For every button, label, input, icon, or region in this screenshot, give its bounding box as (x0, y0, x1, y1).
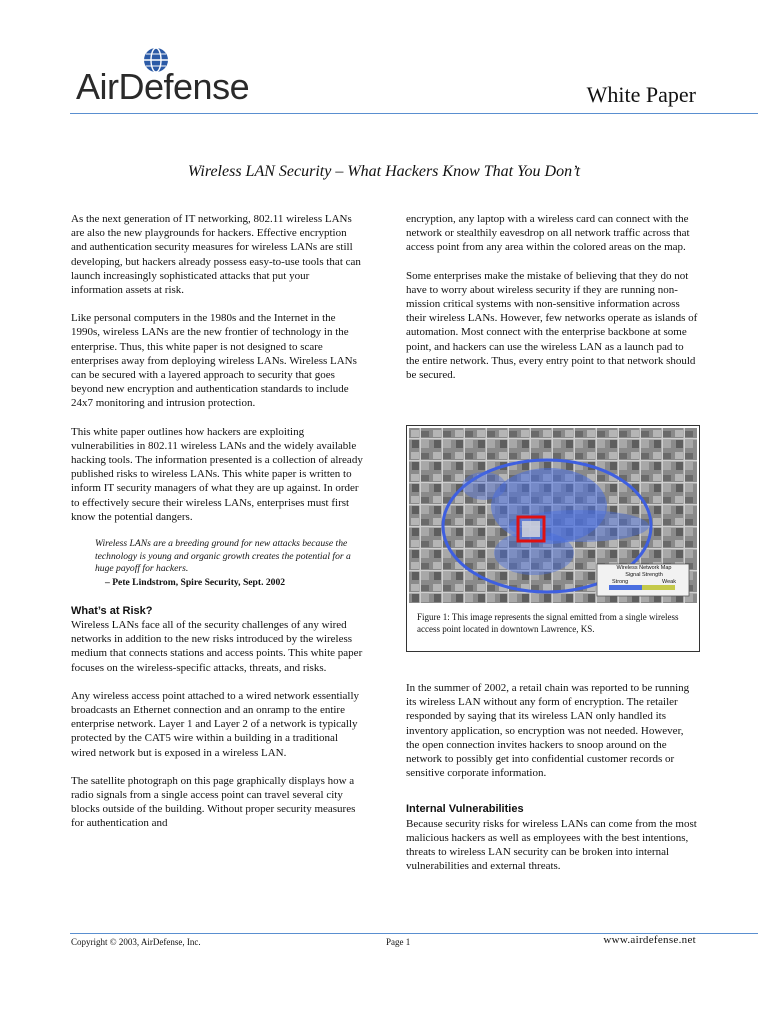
map-legend-subtitle: Signal Strength (625, 572, 663, 578)
document-title: Wireless LAN Security – What Hackers Know That You Don’t (187, 163, 581, 180)
paragraph: Because security risks for wireless LANs can come from the most malicious hackers as well as employees with the best intentions, threats to wireless LAN security can be broken into internal vulnerabilities and external threats. (406, 817, 697, 873)
left-column (71, 212, 363, 845)
paragraph: Like personal computers in the 1980s and the Internet in the 1990s, wireless LANs are the new frontier of technology in the enterprise. Thus, this white paper is not designed to scare enterprises away from deploying wireless LANs. Wireless LANs can be secured with a layered approach to security that goes beyond new encryption and authentication standards to include 24x7 monitoring and intrusion protection. (71, 312, 357, 410)
website-link[interactable]: www.airdefense.net (603, 934, 696, 946)
header-rule (70, 113, 758, 114)
map-legend-weak: Weak (662, 579, 676, 585)
document-type: White Paper (586, 82, 696, 107)
right-column-lower (406, 681, 698, 887)
paragraph: The satellite photograph on this page graphically displays how a radio signals from a single access point can travel several city blocks outside of the building. Without proper security measures for authentication and (71, 774, 356, 830)
right-column (406, 212, 698, 396)
paragraph: This white paper outlines how hackers are exploiting vulnerabilities in 802.11 wireless LANs and the widely available hacking tools. The information presented is a collection of already published risks to wireless LANs. This white paper is written to inform IT security managers of what they are up against. In order to effectively secure their wireless LANs, enterprises must first know the potential dangers. (71, 425, 363, 523)
page-number: Page 1 (386, 937, 411, 947)
map-legend-strong: Strong (612, 579, 629, 585)
pull-quote: Wireless LANs are a breeding ground for new attacks because the technology is young and organic growth creates the potential for a huge payoff for hackers. (95, 538, 351, 575)
map-legend-title: Wireless Network Map (616, 565, 672, 571)
figure-caption: Figure 1: This image represents the signal emitted from a single wireless access point located in downtown Lawrence, KS. (417, 612, 679, 634)
company-logo: AirDefense (76, 66, 250, 107)
figure-1 (406, 425, 700, 652)
paragraph: As the next generation of IT networking, 802.11 wireless LANs are also the new playgrounds for hackers. Effective encryption and authentication security measures for wireless LANs are still developing, but hackers already possess easy-to-use tools that can launch increasingly sophisticated attacks that put your information assets at risk. (71, 213, 361, 297)
satellite-map-image (409, 428, 697, 603)
section-heading: Internal Vulnerabilities (406, 803, 524, 816)
quote-attribution: – Pete Lindstrom, Spire Security, Sept. 2002 (105, 576, 286, 588)
section-heading: What’s at Risk? (71, 604, 153, 617)
paragraph: Some enterprises make the mistake of believing that they do not have to worry about wireless security if they are running non-mission critical systems with non-sensitive information across their wireless LANs. However, few networks operate as islands of automation. Most connect with the enterprise backbone at some point, and hackers can use the wireless LAN as a launch pad to the entire network. Thus, every entry point to that network should be secured. (406, 269, 698, 382)
copyright-text: Copyright © 2003, AirDefense, Inc. (71, 937, 201, 947)
paragraph: encryption, any laptop with a wireless card can connect with the network or stealthily eavesdrop on all network traffic across that access point from any area within the colored areas on the map. (406, 213, 690, 254)
map-legend (606, 565, 682, 586)
paragraph: In the summer of 2002, a retail chain was reported to be running its wireless LAN without any form of encryption. The retailer responded by saying that its wireless LAN only handled its inventory application, so encryption was not needed. However, the open connection invites hackers to snoop around on the network to possibly get into confidential customer records or sensitive corporate information. (406, 682, 690, 780)
paragraph: Any wireless access point attached to a wired network essentially broadcasts an Ethernet connection and an onramp to the entire enterprise network. Layer 1 and Layer 2 of a network is typically protected by the CAT5 wire within a building in a traditional wired network but is exposed in a wireless LAN. (71, 689, 360, 759)
paragraph: Wireless LANs face all of the security challenges of any wired networks in addition to the new risks introduced by the wireless medium that connects stations and access points. This white paper focuses on the wireless-specific attacks, threats, and risks. (71, 618, 363, 674)
